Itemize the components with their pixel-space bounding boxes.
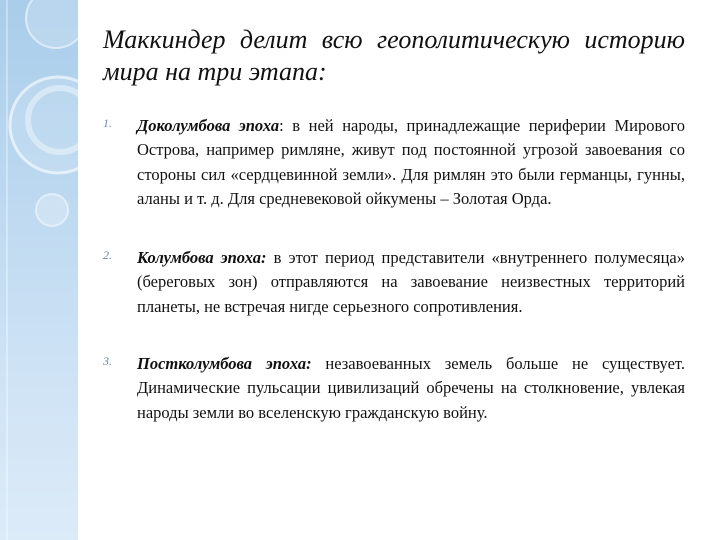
decorative-sidebar (0, 0, 78, 540)
list-item-text: : в ней народы, принадлежащие периферии Мирового Острова, например римляне, живут под постоянной угрозой завоевания со стороны сил «сердцевинной земли». Для римлян это были германцы, гунны, аланы и т. д. Для средневековой ойкумены – Золотая Орда. (137, 116, 685, 208)
slide-title: Маккиндер делит всю геополитическую историю мира на три этапа: (103, 25, 685, 86)
list-item-text: в этот период представители «внутреннего полумесяца» (береговых зон) отправляются на завоевание неизвестных территорий планеты, не встречая нигде серьезного сопротивления. (137, 248, 685, 316)
list-number: 3. (103, 354, 112, 368)
list-item-body (137, 352, 685, 425)
decorative-circles-icon (0, 0, 78, 540)
list-item-body (137, 246, 685, 319)
list-item-3 (103, 352, 685, 425)
list-number: 2. (103, 248, 112, 262)
list-item-2 (103, 246, 685, 319)
list-item-1 (103, 114, 685, 211)
list-item-term: Колумбова эпоха: (137, 248, 267, 267)
list-number: 1. (103, 116, 112, 130)
list-item-body (137, 114, 685, 211)
list-item-term: Постколумбова эпоха: (137, 354, 312, 373)
list-item-text: незавоеванных земель больше не существует. Динамические пульсации цивилизаций обречены на столкновение, увлекая народы земли во вселенскую гражданскую войну. (137, 354, 685, 422)
list-item-term: Доколумбова эпоха (137, 116, 280, 135)
